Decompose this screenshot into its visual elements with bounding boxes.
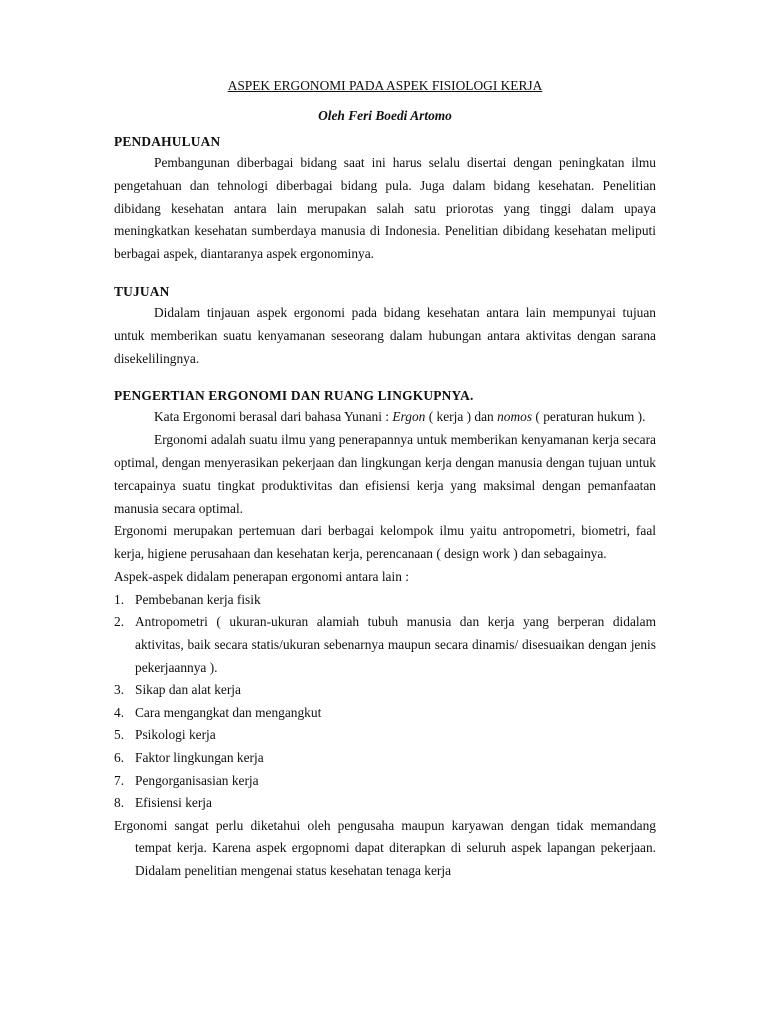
list-text: Sikap dan alat kerja [135,682,241,698]
list-text: Psikologi kerja [135,727,216,743]
etymology-text-a: Kata Ergonomi berasal dari bahasa Yunani : [154,409,393,425]
list-number: 5. [114,727,125,743]
list-item [114,724,656,747]
list-item [114,792,656,815]
etymology-text-c: ( peraturan hukum ). [532,409,646,425]
list-text: Pengorganisasian kerja [135,772,259,788]
list-item [114,589,656,612]
list-text: Antropometri ( ukuran-ukuran alamiah tubuh manusia dan kerja yang berperan didalam aktivitas, baik secara statis/ukuran sebenarnya maupun secara dinamis/ disesuaikan dengan jenis pekerjaannya ). [135,614,656,675]
paragraph-ergonomi-importance: Ergonomi sangat perlu diketahui oleh pengusaha maupun karyawan dengan tidak memandang tempat kerja. Karena aspek ergopnomi dapat diterapkan di seluruh aspek lapangan pekerjaan. Didalam penelitian mengenai status kesehatan tenaga kerja [114,817,656,879]
list-item [114,611,656,679]
paragraph-aspects-intro: Aspek-aspek didalam penerapan ergonomi antara lain : [114,568,409,584]
paragraph-fields: Ergonomi merupakan pertemuan dari berbagai kelompok ilmu yaitu antropometri, biometri, faal kerja, higiene perusahaan dan kesehatan kerja, perencanaan ( design work ) dan sebagainya. [114,523,656,562]
paragraph-definition: Ergonomi adalah suatu ilmu yang penerapannya untuk memberikan kenyamanan kerja secara optimal, dengan menyerasikan pekerjaan dan lingkungan kerja dengan manusia dengan tujuan untuk tercapainya suatu tingkat produktivitas dan efisiensi kerja yang maksimal dengan pemanfaatan manusia secara optimal. [114,432,656,516]
list-item [114,770,656,793]
document-author: Oleh Feri Boedi Artomo [318,108,452,123]
etymology-text-b: ( kerja ) dan [425,409,498,425]
section-gap [114,266,656,282]
list-text: Efisiensi kerja [135,795,212,811]
list-text: Pembebanan kerja fisik [135,591,261,607]
etymology-nomos: nomos [497,409,533,425]
list-text: Faktor lingkungan kerja [135,749,264,765]
list-item [114,747,656,770]
list-text: Cara mengangkat dan mengangkut [135,704,322,720]
heading-pendahuluan: PENDAHULUAN [114,134,221,149]
list-item [114,702,656,725]
list-number: 7. [114,772,125,788]
list-number: 8. [114,795,125,811]
heading-pengertian: PENGERTIAN ERGONOMI DAN RUANG LINGKUPNYA. [114,388,474,404]
list-number: 3. [114,682,125,698]
list-number: 1. [114,591,125,607]
aspects-list [114,589,656,815]
paragraph-etymology [114,406,656,429]
paragraph-pendahuluan: Pembangunan diberbagai bidang saat ini harus selalu disertai dengan peningkatan ilmu pengetahuan dan tehnologi diberbagai bidang pula. Juga dalam bidang kesehatan. Penelitian dibidang kesehatan antara lain merupakan salah satu priorotas yang tinggi dalam upaya meningkatkan kesehatan sumberdaya manusia di Indonesia. Penelitian dibidang kesehatan meliputi berbagai aspek, diantaranya aspek ergonominya. [114,155,656,262]
paragraph-tujuan: Didalam tinjauan aspek ergonomi pada bidang kesehatan antara lain mempunyai tujuan untuk memberikan suatu kenyamanan seseorang dalam hubungan antara aktivitas dengan sarana disekelilingnya. [114,304,656,366]
list-number: 4. [114,704,125,720]
section-gap [114,370,656,386]
list-number: 6. [114,749,125,765]
list-item [114,679,656,702]
list-number: 2. [114,614,125,630]
etymology-ergon: Ergon [392,409,426,425]
heading-tujuan: TUJUAN [114,283,170,299]
document-title: ASPEK ERGONOMI PADA ASPEK FISIOLOGI KERJA [227,78,543,93]
